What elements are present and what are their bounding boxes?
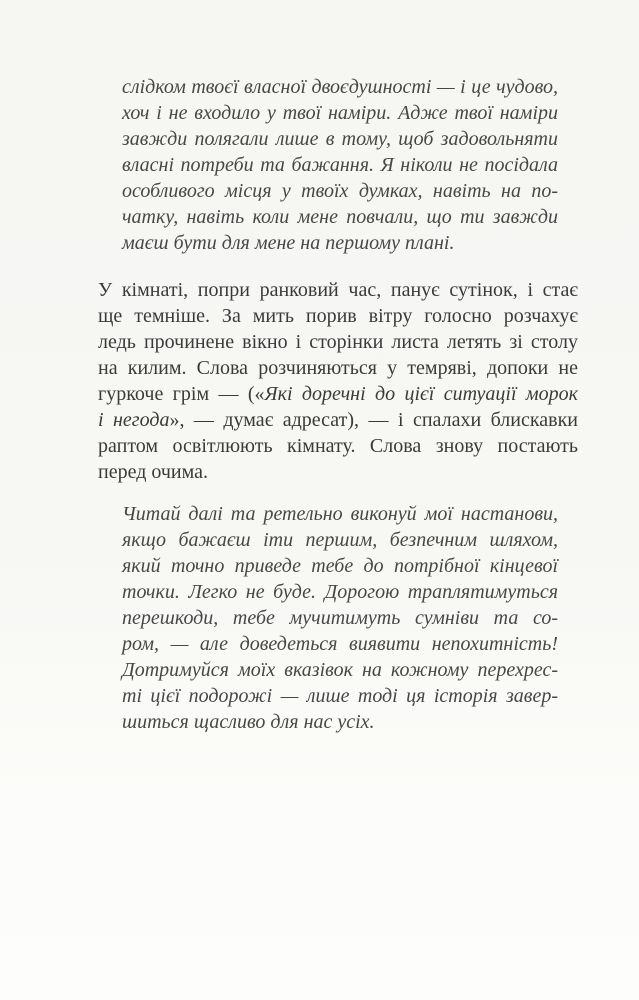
italic-text-segment: шиться щасливо для нас усіх. bbox=[122, 711, 375, 733]
text-line bbox=[122, 126, 558, 152]
text-segment: раптом освітлюють кімнату. Слова знову постають bbox=[98, 435, 578, 457]
text-line bbox=[122, 204, 558, 230]
italic-text-segment: Дотримуйся моїх вказівок на кожному перехрес- bbox=[122, 659, 558, 681]
italic-text-segment: перешкоди, тебе мучитимуть сумніви та со- bbox=[122, 607, 558, 629]
text-line bbox=[98, 381, 578, 407]
text-line bbox=[122, 553, 558, 579]
letter-quote-bottom bbox=[122, 501, 558, 735]
text-line bbox=[122, 605, 558, 631]
text-line bbox=[98, 329, 578, 355]
italic-text-segment: маєш бути для мене на першому плані. bbox=[122, 232, 455, 254]
text-line bbox=[122, 527, 558, 553]
text-segment: гуркоче грім — (« bbox=[98, 383, 265, 405]
italic-text-segment: який точно приведе тебе до потрібної кінцевої bbox=[122, 555, 558, 577]
text-line bbox=[122, 631, 558, 657]
italic-text-segment: особливого місця у твоїх думках, навіть на по- bbox=[122, 180, 558, 202]
text-line bbox=[122, 178, 558, 204]
text-line bbox=[122, 709, 558, 735]
italic-text-segment: ті цієї подорожі — лише тоді ця історія завер- bbox=[122, 685, 558, 707]
narrative-paragraph bbox=[98, 277, 578, 485]
text-segment: перед очима. bbox=[98, 461, 209, 483]
text-segment: ще темніше. За мить порив вітру голосно розчахує bbox=[98, 305, 578, 327]
text-line bbox=[98, 355, 578, 381]
text-line bbox=[122, 152, 558, 178]
text-line bbox=[122, 657, 558, 683]
italic-text-segment: точки. Легко не буде. Дорогою траплятимуться bbox=[122, 581, 558, 603]
italic-text-segment: чатку, навіть коли мене повчали, що ти завжди bbox=[122, 206, 558, 228]
text-segment: », — думає адресат), — і спалахи блискавки bbox=[169, 409, 578, 431]
text-line bbox=[98, 459, 578, 485]
italic-text-segment: і негода bbox=[98, 409, 170, 431]
text-line bbox=[98, 303, 578, 329]
text-segment: на килим. Слова розчиняються у темряві, допоки не bbox=[98, 357, 578, 379]
italic-text-segment: Читай далі та ретельно виконуй мої настанови, bbox=[122, 503, 558, 525]
text-line bbox=[122, 579, 558, 605]
text-segment: ледь прочинене вікно і сторінки листа летять зі столу bbox=[98, 331, 578, 353]
italic-text-segment: завжди полягали лише в тому, щоб задовольняти bbox=[122, 128, 558, 150]
italic-text-segment: якщо бажаєш іти першим, безпечним шляхом, bbox=[122, 529, 558, 551]
italic-text-segment: хоч і не входило у твої наміри. Адже твої наміри bbox=[122, 102, 558, 124]
italic-text-segment: ром, — але доведеться виявити непохитність! bbox=[122, 633, 558, 655]
text-line bbox=[122, 501, 558, 527]
italic-text-segment: Які доречні до цієї ситуації морок bbox=[264, 383, 578, 405]
text-line bbox=[98, 407, 578, 433]
text-segment: У кімнаті, попри ранковий час, панує сутінок, і стає bbox=[98, 279, 578, 301]
letter-quote-top bbox=[122, 74, 558, 256]
italic-text-segment: слідком твоєї власної двоєдушності — і це чудово, bbox=[122, 76, 558, 98]
text-line bbox=[122, 100, 558, 126]
text-line bbox=[122, 683, 558, 709]
text-line bbox=[98, 433, 578, 459]
text-line bbox=[122, 74, 558, 100]
italic-text-segment: власні потреби та бажання. Я ніколи не посідала bbox=[122, 154, 558, 176]
text-line bbox=[98, 277, 578, 303]
text-line bbox=[122, 230, 558, 256]
